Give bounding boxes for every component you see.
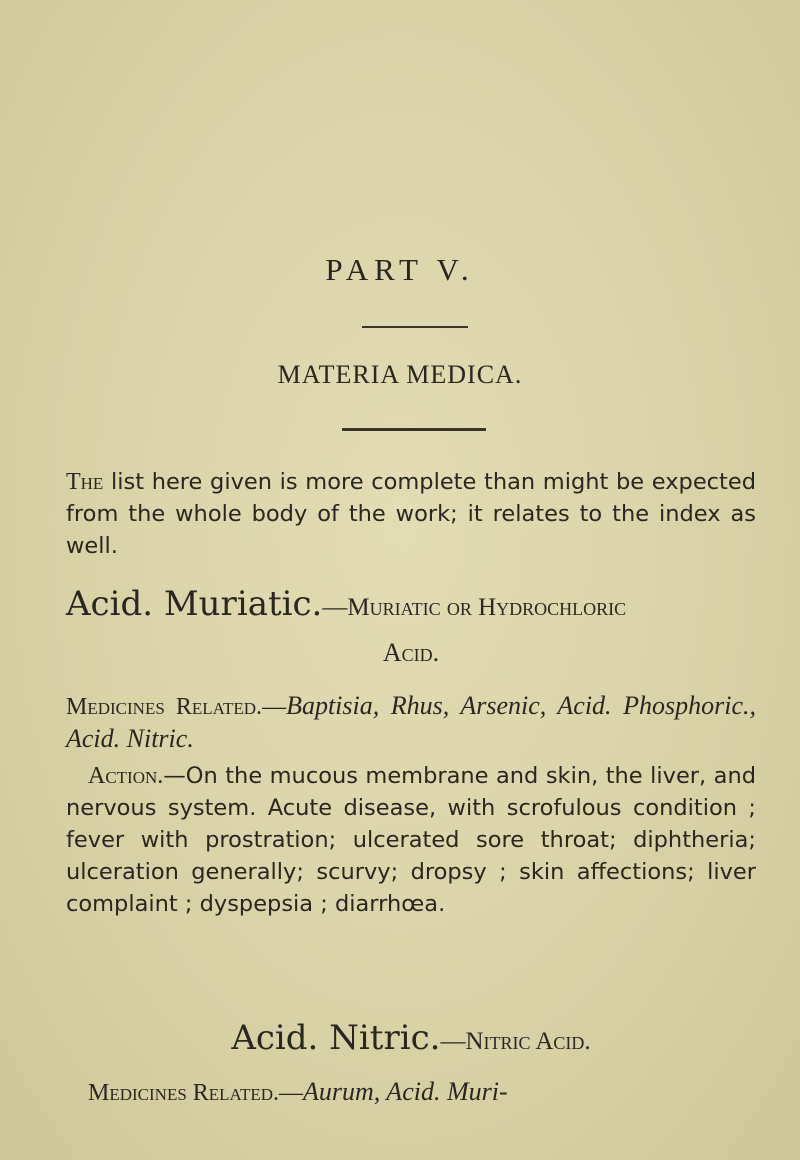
- nitric-related: [66, 1076, 756, 1109]
- intro-paragraph: [66, 466, 756, 562]
- related-label: Medicines Related.: [88, 1080, 279, 1106]
- nitric-heading: [66, 1018, 756, 1058]
- related-list: Baptisia, Rhus, Arsenic, Acid. Phosphoric., Acid. Nitric.: [66, 691, 756, 753]
- divider-rule: [342, 428, 486, 431]
- action-text: —On the mucous membrane and skin, the liver, and nervous system. Acute disease, with scrofulous condition ; fever with prostration; ulcerated sore throat; diphtheria; ulceration generally; scurvy; dropsy ; skin affections; liver complaint ; dyspepsia ; diarrhœa.: [66, 763, 756, 917]
- intro-text: list here given is more complete than might be expected from the whole body of the work; it relates to the index as well.: [66, 469, 756, 559]
- muriatic-related: [66, 690, 756, 756]
- intro-lead-word: The: [66, 469, 104, 495]
- muriatic-action: [66, 760, 756, 920]
- related-list: Aurum, Acid. Muri-: [303, 1077, 508, 1106]
- nitric-alt-name: Nitric Acid.: [465, 1028, 591, 1055]
- muriatic-alt-name-cont: Acid.: [382, 638, 440, 667]
- heading-dash: —: [440, 1028, 466, 1055]
- action-label: Action.: [88, 763, 164, 789]
- related-dash: —: [262, 694, 287, 720]
- heading-dash: —: [322, 594, 348, 621]
- muriatic-heading: [66, 584, 756, 624]
- section-title: MATERIA MEDICA.: [277, 360, 523, 389]
- muriatic-alt-name: Muriatic or Hydrochloric: [347, 594, 627, 621]
- related-dash: —: [279, 1080, 303, 1106]
- divider-rule: [362, 326, 468, 328]
- nitric-name: Acid. Nitric.: [231, 1018, 441, 1058]
- muriatic-name: Acid. Muriatic.: [66, 584, 323, 624]
- part-heading: PART V.: [325, 252, 475, 287]
- related-label: Medicines Related.: [66, 694, 263, 720]
